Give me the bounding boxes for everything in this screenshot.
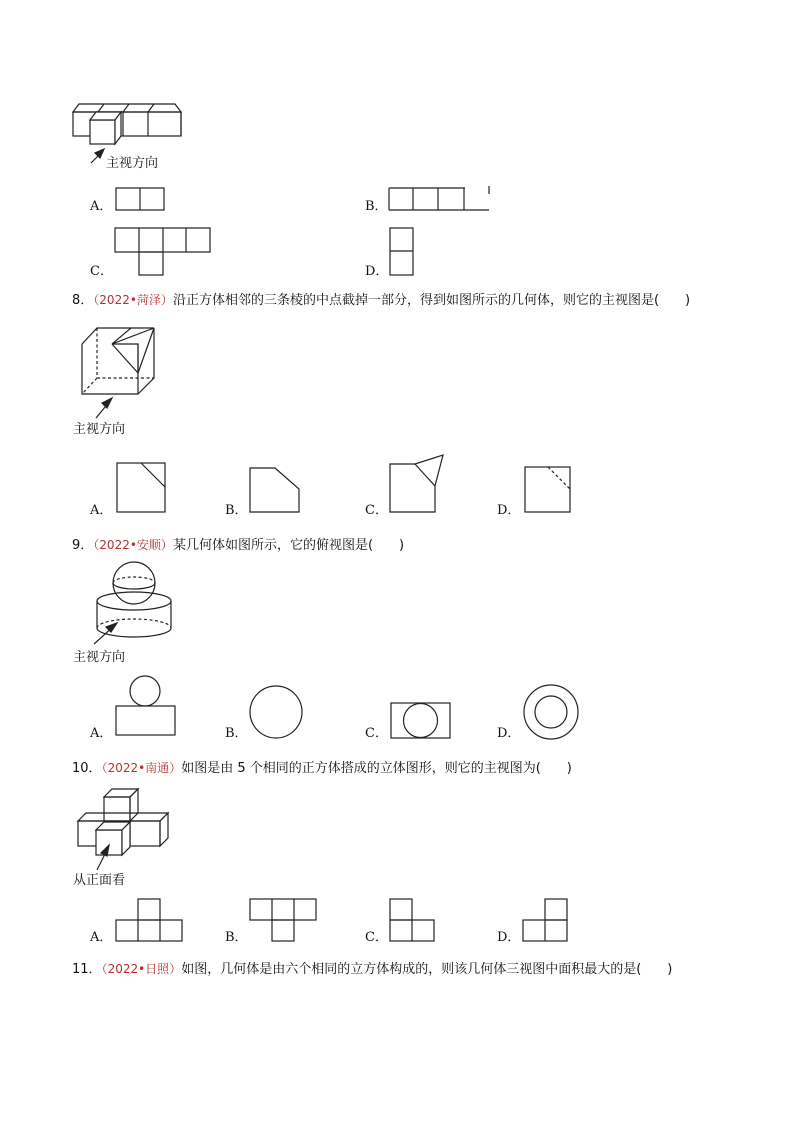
q8-number: 8． [72, 293, 94, 308]
q7-option-c-figure[interactable] [112, 225, 214, 279]
q9-option-d-label[interactable]: D． [497, 726, 521, 741]
q9-option-a-label[interactable]: A． [90, 726, 113, 741]
q7-option-a-label[interactable]: A． [90, 199, 113, 214]
q9-number: 9． [72, 538, 94, 553]
q11-source: 2022•日照 [107, 962, 170, 976]
q8-option-c-figure[interactable] [387, 452, 447, 516]
q8-source-open: （ [93, 293, 100, 307]
q11-source-close: ） [169, 962, 182, 976]
q9-source-close: ） [160, 538, 173, 552]
q8-stem [72, 292, 690, 309]
q9-source: 2022•安顺 [99, 538, 161, 552]
q8-source: 2022•菏泽 [99, 293, 161, 307]
q10-solid-figure [72, 785, 174, 877]
q10-source: 2022•南通 [107, 761, 170, 775]
q10-source-open: （ [101, 761, 108, 775]
q7-option-b-label[interactable]: B． [365, 199, 388, 214]
q8-option-a-figure[interactable] [114, 460, 168, 516]
q9-option-a-figure[interactable] [113, 673, 179, 739]
q9-option-d-figure[interactable] [520, 681, 582, 743]
q10-option-d-figure[interactable] [520, 896, 570, 945]
q8-option-c-label[interactable]: C． [365, 503, 388, 518]
q9-stem [72, 537, 404, 554]
q7-option-a-figure[interactable] [113, 185, 168, 215]
q9-option-b-figure[interactable] [246, 682, 306, 742]
q7-solid-figure [60, 95, 190, 155]
q11-question-text: 如图，几何体是由六个相同的立方体构成的，则该几何体三视图中面积最大的是( ) [181, 962, 673, 977]
q10-stem [72, 760, 572, 777]
q10-option-c-figure[interactable] [387, 896, 437, 945]
q7-option-b-figure[interactable] [386, 183, 494, 215]
q8-option-b-label[interactable]: B． [225, 503, 248, 518]
q8-direction-label: 主视方向 [73, 422, 126, 437]
q7-direction-label: 主视方向 [106, 156, 159, 171]
q10-option-a-figure[interactable] [113, 895, 185, 945]
q10-option-c-label[interactable]: C． [365, 930, 388, 945]
q8-option-d-figure[interactable] [522, 464, 574, 516]
q8-option-b-figure[interactable] [247, 465, 303, 516]
q10-option-b-figure[interactable] [247, 896, 319, 945]
q11-source-open: （ [101, 962, 108, 976]
q9-solid-figure [90, 560, 170, 652]
q11-number: 11． [72, 962, 102, 977]
q10-option-a-label[interactable]: A． [90, 930, 113, 945]
q11-stem [72, 961, 672, 978]
q9-direction-label: 主视方向 [73, 650, 126, 665]
q8-solid-figure [72, 322, 172, 422]
q9-option-b-label[interactable]: B． [225, 726, 248, 741]
q8-source-close: ） [160, 293, 173, 307]
q9-question-text: 某几何体如图所示，它的俯视图是( ) [172, 538, 405, 553]
q9-option-c-label[interactable]: C． [365, 726, 388, 741]
q9-source-open: （ [93, 538, 100, 552]
q7-option-c-label[interactable]: C． [90, 264, 113, 279]
q10-question-text: 如图是由 5 个相同的正方体搭成的立体图形，则它的主视图为( ) [181, 761, 572, 776]
q8-option-a-label[interactable]: A． [90, 503, 113, 518]
q10-source-close: ） [169, 761, 182, 775]
q10-direction-label: 从正面看 [73, 873, 126, 888]
q10-number: 10． [72, 761, 102, 776]
q8-option-d-label[interactable]: D． [497, 503, 521, 518]
q9-option-c-figure[interactable] [388, 700, 454, 742]
q10-option-b-label[interactable]: B． [225, 930, 248, 945]
q7-option-d-label[interactable]: D． [365, 264, 389, 279]
q8-question-text: 沿正方体相邻的三条棱的中点截掉一部分，得到如图所示的几何体，则它的主视图是( ) [172, 293, 691, 308]
q10-option-d-label[interactable]: D． [497, 930, 521, 945]
q7-option-d-figure[interactable] [387, 225, 417, 279]
